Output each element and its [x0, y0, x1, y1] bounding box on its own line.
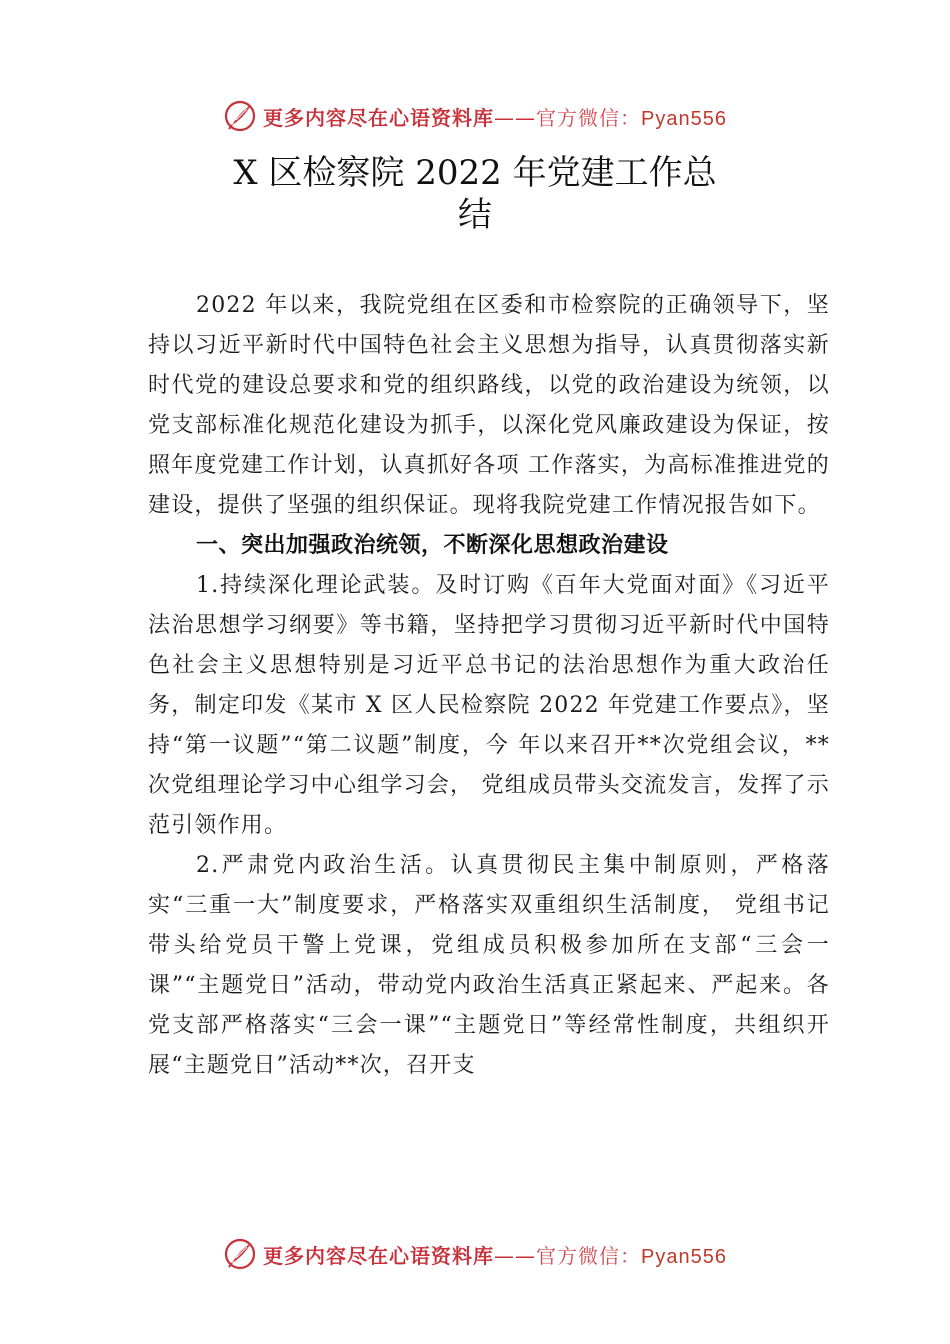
watermark-separator: —— [494, 105, 537, 130]
watermark-wechat-id: Pyan556 [641, 1245, 727, 1268]
quill-pen-logo-icon [223, 1237, 257, 1271]
item-2-paragraph: 2.严肃党内政治生活。认真贯彻民主集中制原则，严格落实“三重一大”制度要求，严格落实双重组织生活制度， 党组书记带头给党员干警上党课，党组成员积极参加所在支部“三会一课”“主题党日”活动，带动党内政治生活真正紧起来、严起来。各党支部严格落实“三会一课”“主题党日”等经常性制度，共组织开展“主题党日”活动**次，召开支 [148, 853, 830, 1078]
document-title [200, 152, 750, 236]
document-body [148, 286, 830, 1086]
watermark-brand: 更多内容尽在心语资料库 [263, 105, 495, 130]
watermark-label: 官方微信： [536, 105, 642, 130]
watermark-label: 官方微信： [536, 1243, 642, 1268]
watermark-wechat-id: Pyan556 [641, 107, 727, 130]
title-line-2: 结 [458, 195, 492, 235]
watermark-brand: 更多内容尽在心语资料库 [263, 1243, 495, 1268]
intro-paragraph: 2022 年以来，我院党组在区委和市检察院的正确领导下，坚持以习近平新时代中国特色社会主义思想为指导，认真贯彻落实新时代党的建设总要求和党的组织路线，以党的政治建设为统领，以党支部标准化规范化建设为抓手，以深化党风廉政建设为保证，按照年度党建工作计划，认真抓好各项 工作落实，为高标准推进党的建设，提供了坚强的组织保证。现将我院党建工作情况报告如下。 [148, 293, 830, 518]
title-line-1: X 区检察院 2022 年党建工作总 [233, 153, 717, 193]
footer-watermark [0, 1234, 950, 1274]
watermark-text [263, 1240, 727, 1269]
section-1-heading: 一、突出加强政治统领，不断深化思想政治建设 [196, 533, 669, 558]
watermark-text [263, 102, 727, 131]
quill-pen-logo-icon [223, 99, 257, 133]
watermark-separator: —— [494, 1243, 537, 1268]
item-1-paragraph: 1.持续深化理论武装。及时订购《百年大党面对面》《习近平法治思想学习纲要》等书籍，坚持把学习贯彻习近平新时代中国特色社会主义思想特别是习近平总书记的法治思想作为重大政治任务，制定印发《某市 X 区人民检察院 2022 年党建工作要点》，坚持“第一议题”“第二议题”制度，今 年以来召开**次党组会议，**次党组理论学习中心组学习会， 党组成员带头交流发言，发挥了示范引领作用。 [148, 573, 830, 838]
header-watermark [0, 96, 950, 136]
